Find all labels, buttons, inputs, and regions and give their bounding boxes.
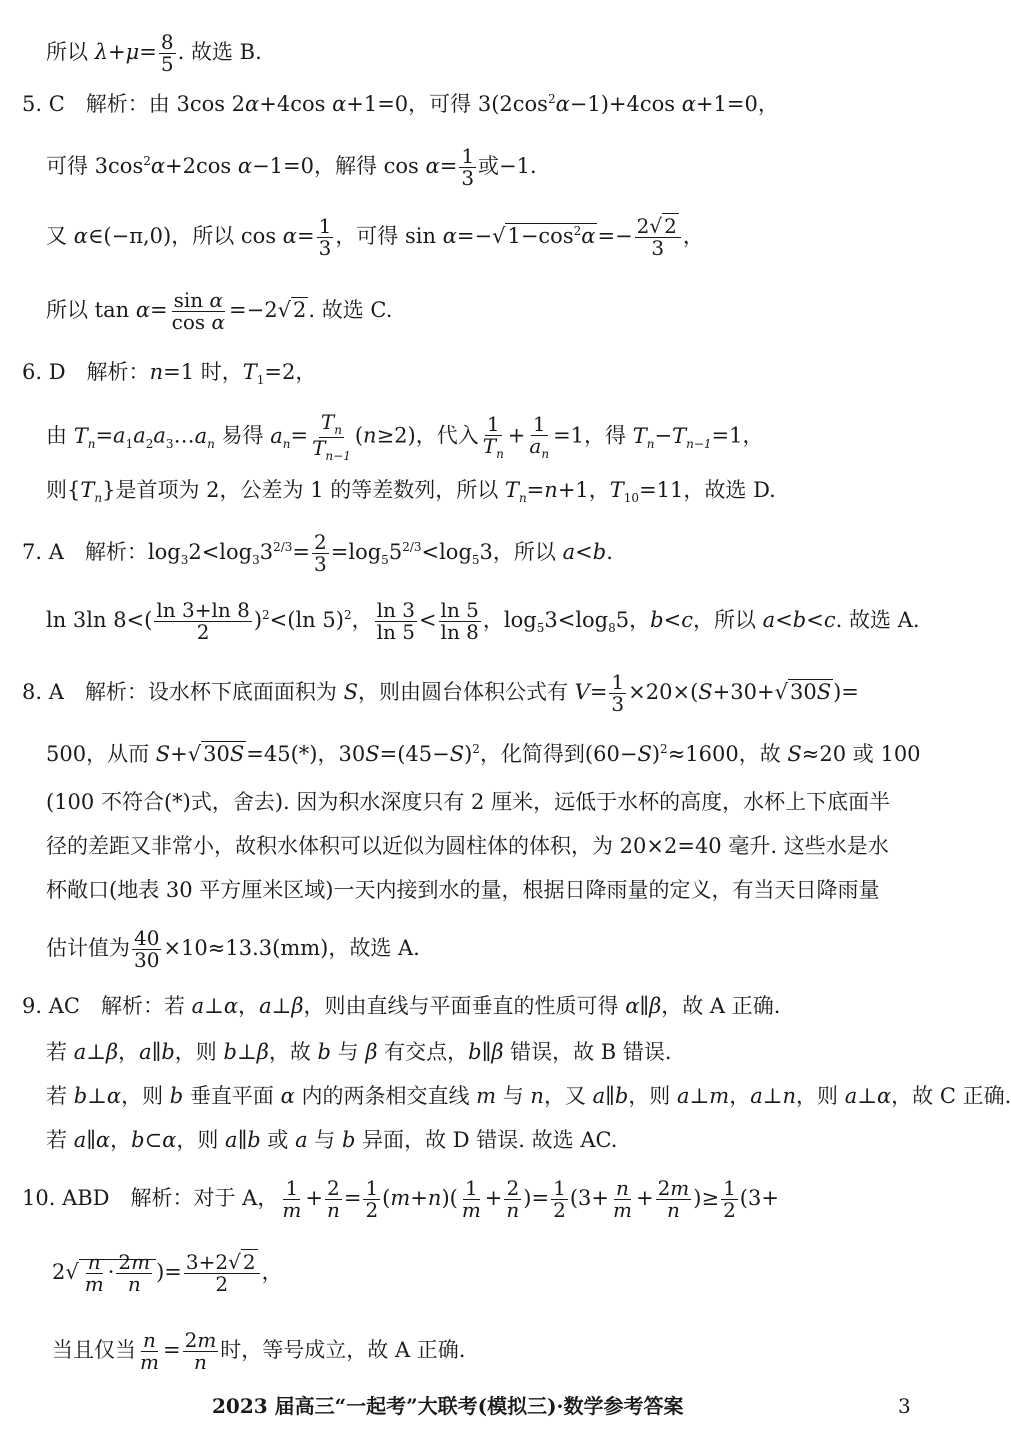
answer-5-line-3: 又 α∈(−π,0)，所以 cos α= $\frac{1}{3}$ ，可得 $\sin \alpha=-√1-\cos^2\alpha=-$ $\frac{2√ 2}{3}$ ，: [46, 214, 704, 260]
answer-8-line-6: 估计值为 $\frac{40}{30}$ ×10≈13.3(mm)，故选 A.: [46, 926, 420, 972]
answer-9-line-4: 若 a∥α，b⊂α，则 a∥b 或 a 与 b 异面，故 D 错误. 故选 AC.: [46, 1128, 618, 1152]
answer-8-line-2: 500，从而 S+√30S=45(*)，$30S=(45-S)^2$，化简得到$(60-S)^2\approx 1600$，故 S≈20 或 100: [46, 742, 921, 766]
answer-9-line-3: 若 b⊥α，则 b 垂直平面 α 内的两条相交直线 m 与 n，又 a∥b，则 a⊥m，a⊥n，则 a⊥α，故 C 正确.: [46, 1084, 1011, 1108]
answer-8-line-3: (100 不符合(*)式，舍去). 因为积水深度只有 2 厘米，远低于水杯的高度，水杯上下底面半: [46, 790, 891, 814]
answer-5-line-2: 可得 $3\cos^2\alpha+2\cos$ α−1=0，解得 cos α= $\frac{1}{3}$ 或−1.: [46, 144, 537, 190]
answer-4-conclusion: 所以 λ+μ= $\frac{8}{5}$ . 故选 B.: [46, 30, 262, 76]
answer-8-line-5: 杯敞口(地表 30 平方厘米区域)一天内接到水的量，根据日降雨量的定义，有当天日降雨量: [46, 878, 880, 902]
answer-6-line-3: 则$\{T_n\}$是首项为 2，公差为 1 的等差数列，所以 $T_n=n+1$，$T_{10}=11$，故选 D.: [46, 478, 776, 506]
answer-6-line-2: 由 $T_n=a_1a_2a_3\dots a_n$ 易得 $a_n=$ $\frac{T_n}{T_{n-1}}$ (n≥2)，代入 $\frac{1}{T_n}$ + $\frac{1}{a_n}$ =1，得 $T_n-T_{n-1}=1$，: [46, 410, 764, 463]
answer-8-line-4: 径的差距又非常小，故积水体积可以近似为圆柱体的体积，为 20×2=40 毫升. 这些水是水: [46, 834, 889, 858]
answer-5-line-1: 5. C 解析：由 3cos 2α+4cos α+1=0，可得 $3(2\cos^2\alpha-1)+4\cos$ α+1=0，: [22, 92, 779, 116]
answer-5-line-4: 所以 tan α= $\frac{\text{sin α}}{\text{cos α}}$ =−2√2. 故选 C.: [46, 288, 393, 334]
page-number: 3: [898, 1394, 911, 1418]
answer-10-line-1: 10. ABD 解析：对于 A， $\frac{1}{m}$ + $\frac{2}{n}$ = $\frac{1}{2}$ (m+n)( $\frac{1}{m}$ + $\frac{2}{n}$ )= $\frac{1}{2}$ (3+ $\frac{n}{m}$ + $\frac{2m}{n}$ )≥ $\frac{1}{2}$ (3+: [22, 1176, 779, 1222]
page-footer-title: 2023 届高三“一起考”大联考(模拟三)·数学参考答案: [212, 1394, 684, 1418]
answer-10-line-3: 当且仅当 $\frac{n}{m}$ = $\frac{2m}{n}$ 时，等号成立，故 A 正确.: [52, 1328, 466, 1374]
answer-7-line-2: ln 3ln 8<( $\frac{\ln 3+\ln 8}{2}$ )$^2$<(ln 5)$^2$， $\frac{\ln 3}{\ln 5}$ < $\frac{\ln 5}{\ln 8}$ ，$\log_53<\log_85$，b<c，所以 a<b<c. 故选 A.: [46, 598, 920, 644]
answer-9-line-1: 9. AC 解析：若 a⊥α，a⊥β，则由直线与平面垂直的性质可得 α∥β，故 A 正确.: [22, 994, 781, 1018]
answer-6-line-1: 6. D 解析：n=1 时，$T_1=2$，: [22, 360, 317, 388]
answer-9-line-2: 若 a⊥β，a∥b，则 b⊥β，故 b 与 β 有交点，b∥β 错误，故 B 错误.: [46, 1040, 672, 1064]
answer-8-line-1: 8. A 解析：设水杯下底面面积为 S，则由圆台体积公式有 V= $\frac{1}{3}$ ×20×(S+30+√30S)=: [22, 670, 859, 716]
answer-7-line-1: 7. A 解析：$\log_32<\log_33^{2/3}=$ $\frac{2}{3}$ $=\log_55^{2/3}<\log_53$，所以 a<b.: [22, 530, 613, 576]
answer-10-line-2: 2√ $\frac{n}{m}$ · $\frac{2m}{n}$ )= $\frac{3+2√ 2}{2}$ ，: [52, 1250, 283, 1296]
